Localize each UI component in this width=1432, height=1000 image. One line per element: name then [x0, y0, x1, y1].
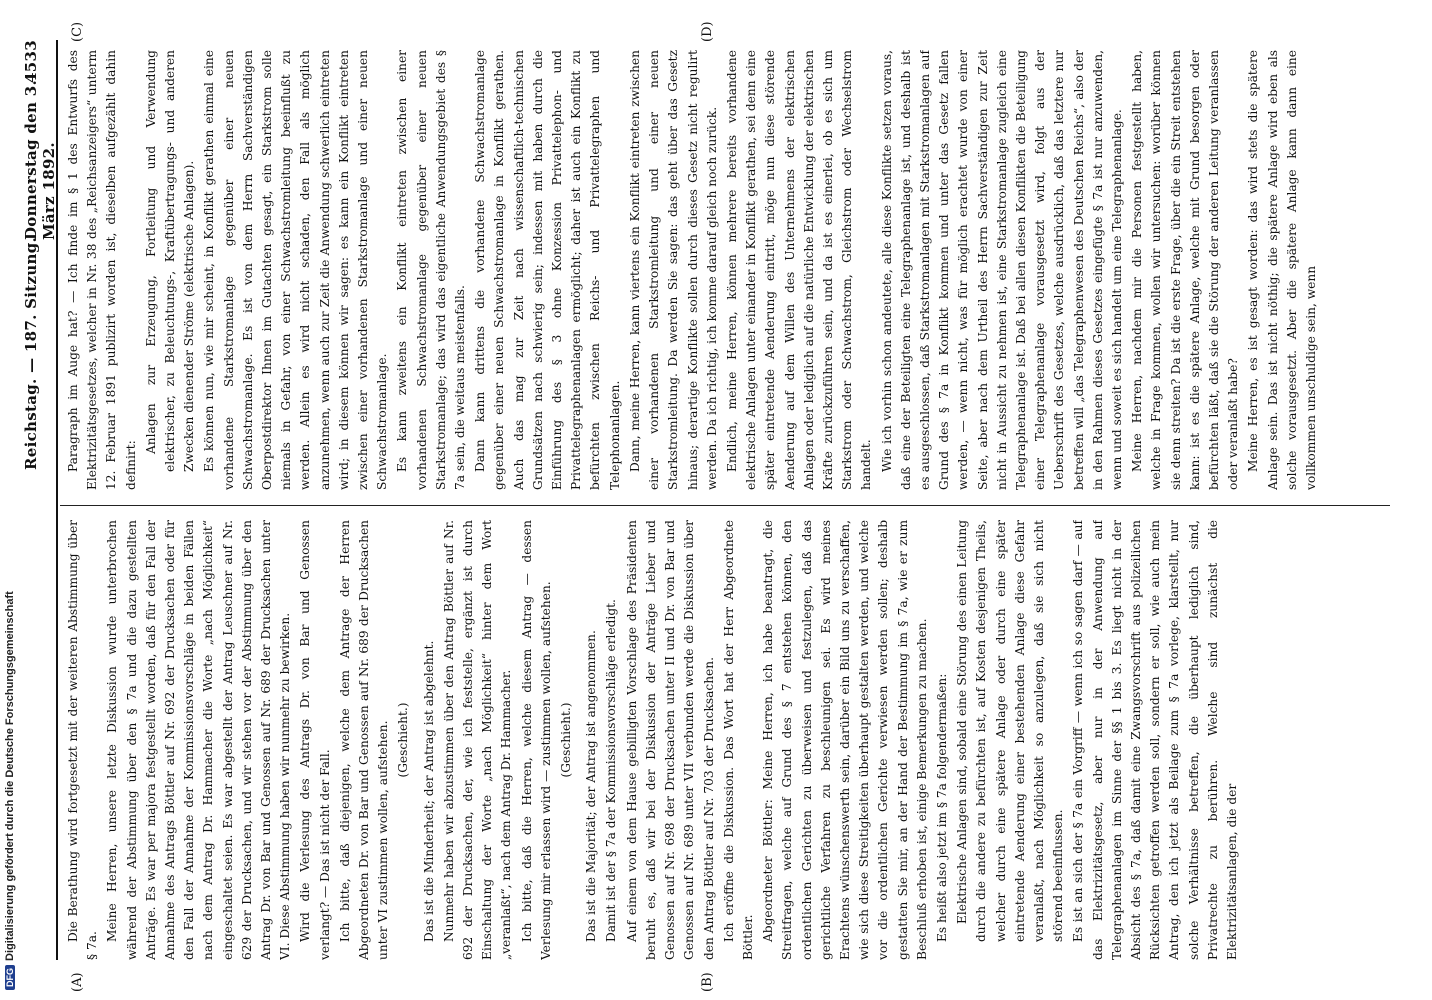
- left-quoted-provision: Elektrische Anlagen sind, sobald eine Störung des einen Leitung durch die andere zu befürchten ist, auf Kosten desjenigen Theils, welcher durch eine spätere Anlage oder durch eine später eintretende Aenderung einer bestehenden Anlage diese Gefahr veranlaßt, nach Möglichkeit so anzulegen, daß sie sich nicht störend beeinflussen.: [955, 520, 1066, 942]
- right-paragraph-9: Meine Herren, nachdem mir die Personen festgestellt haben, welche in Frage kommen, wollen wir untersuchen: worüber können sie denn streiten? Da ist die erste Frage, über die ein Streit entstehen kann: ist es die spätere Anlage, welche mit Grund besorgen oder befürchten läßt, daß sie die Störung der anderen Leitung veranlassen oder veranlaßt habe?: [1130, 50, 1241, 490]
- header-rule: [56, 40, 58, 960]
- left-paragraph-1: Die Berathung wird fortgesetzt mit der weiteren Abstimmung über § 7a.: [66, 520, 100, 960]
- right-paragraph-1: Paragraph im Auge hat? — Ich finde im § 1 des Entwurfs des Elektrizitätsgesetzes, welcher in Nr. 38 des „Reichsanzeigers“ unterm 12. Februar 1891 publizirt worden ist, dieselben aufgezählt dahin definirt:: [66, 50, 138, 490]
- margin-marker-d: (D): [700, 21, 715, 42]
- right-paragraph-4: Es kann zweitens ein Konflikt eintreten zwischen einer vorhandenen Schwachstromanlage gegenüber einer neuen Starkstromanlage; das wird das eigentliche Anwendungsgebiet des § 7a sein, die weitaus meistenfalls.: [395, 50, 468, 490]
- left-paragraph-2: Meine Herren, unsere letzte Diskussion wurde unterbrochen während der Abstimmung über den § 7a und die dazu gestellten Anträge. Es war per majora festgestellt worden, daß für den Fall der Annahme des Antrags Böttler auf Nr. 692 der Drucksachen oder für den Fall der Annahme der Kommissionsvorschläge in beiden Fällen nach dem Antrag Dr. Hammacher die Worte „nach Möglichkeit“ eingeschaltet seien. Es war abgestellt der Antrag Leuschner auf Nr. 629 der Drucksachen, und wir stehen vor der Abstimmung über den Antrag Dr. von Bar und Genossen auf Nr. 689 der Drucksachen unter VI. Diese Abstimmung haben wir nunmehr zu bewirken.: [105, 520, 293, 960]
- page-number: 4533: [22, 40, 40, 83]
- left-paragraph-10: Das ist die Majorität; der Antrag ist angenommen.: [584, 630, 599, 942]
- right-paragraph-6: Dann, meine Herren, kann viertens ein Konflikt eintreten zwischen einer vorhandenen Starkstromleitung und einer neuen Starkstromleitung. Da werden Sie sagen: das geht über das Gesetz hinaus; derartige Konflikte sollen durch dieses Gesetz nicht regulirt werden. Da ich richtig, ich komme darauf gleich noch zurück.: [627, 50, 719, 490]
- right-paragraph-5: Dann kann drittens die vorhandene Schwachstromanlage gegenüber einer neuen Schwachstromanlage in Konflikt gerathen. Auch das mag zur Zeit nach wissenschaftlich-technischen Grundsätzen nach schwierig sein; indessen mit haben durch die Einführung des § 3 ohne Konzession Privattelephon- und Privattelegraphenanlagen ermöglicht; daher ist auch ein Konflikt zu befürchten zwischen Reichs- und Privattelegraphen und Telephonanlagen.: [473, 50, 622, 490]
- right-quoted-definition: Anlagen zur Erzeugung, Fortleitung und Verwendung elektrischer, zu Beleuchtungs-, Kraftübertragungs- und anderen Zwecken dienender Ströme (elektrische Anlagen).: [143, 50, 197, 472]
- header-session: Reichstag. — 187. Sitzung.: [22, 236, 40, 470]
- right-paragraph-3: Es können nun, wie mir scheint, in Konflikt gerathen einmal eine vorhandene Starkstromanlage gegenüber einer neuen Schwachstromanlage. Es ist von dem Herrn Sachverständigen Oberpostdirektor Ihnen im Gutachten gesagt, ein Starkstrom solle niemals in Gefahr, von einer Schwachstromleitung beeinflußt zu werden. Allein es wird nicht schaden, den Fall als möglich anzunehmen, wenn auch zur Zeit die Anwendung schwerlich eintreten wird; in diesem können wir sagen: es kann ein Konflikt eintreten zwischen einer vorhandenen Starkstromanlage und einer neuen Schwachstromanlage.: [202, 50, 390, 490]
- margin-marker-a: (A): [70, 972, 85, 992]
- left-paragraph-6: Das ist die Minderheit; der Antrag ist abgelehnt.: [421, 640, 436, 942]
- left-paragraph-13: Ich eröffne die Diskussion. Das Wort hat der Herr Abgeordnete Böttler.: [721, 520, 755, 960]
- right-column: [64, 50, 1382, 490]
- digitization-credit: [0, 0, 20, 1000]
- left-paragraph-11: Damit ist der § 7a der Kommissionsvorschläge erledigt.: [604, 599, 619, 942]
- left-paragraph-4: Ich bitte, daß diejenigen, welche dem Antrage der Herren Abgeordneten Dr. von Bar und Genossen auf Nr. 689 der Drucksachen unter VI zustimmen wollen, aufstehen.: [337, 520, 391, 960]
- left-paragraph-12: Auf einem von dem Hause gebilligten Vorschlage des Präsidenten beruht es, daß wir bei der Diskussion der Anträge Lieber und Genossen auf Nr. 698 der Drucksachen unter II und Dr. von Bar und Genossen auf Nr. 689 unter VII verbunden werde die Diskussion über den Antrag Böttler auf Nr. 703 der Drucksachen.: [624, 520, 716, 960]
- left-paragraph-7: Nunmehr haben wir abzustimmen über den Antrag Böttler auf Nr. 692 der Drucksachen, der, wie ich feststelle, ergänzt ist durch Einschaltung der Worte „nach Möglichkeit“ hinter dem Wort „veranlaßt“, nach dem Antrag Dr. Hammacher.: [441, 520, 514, 960]
- dfg-logo-icon: DFG: [5, 965, 15, 990]
- right-paragraph-8: Wie ich vorhin schon andeutete, alle diese Konflikte setzen voraus, daß eine der Beteiligten eine Telegraphenanlage ist, und deshalb ist es ausgeschlossen, daß Starkstromanlagen mit Starkstromanlagen auf Grund des § 7a in Konflikt kommen und unter das Gesetz fallen werden, — wenn nicht, was für möglich erachtet wurde von einer Seite, aber nach dem Urtheil des Herrn Sachverständigen zur Zeit nicht in Aussicht zu nehmen ist, eine Starkstromanlage zugleich eine Telegraphenanlage ist. Daß bei allen diesen Konflikten die Beteiligung einer Telegraphenanlage vorausgesetzt wird, folgt aus der Ueberschrift des Gesetzes, welche ausdrücklich, daß das letztere nur betreffen will „das Telegraphenwesen des Deutschen Reichs“, also der in den Rahmen dieses Gesetzes eingefügte § 7a ist nur anzuwenden, wenn und soweit es sich handelt um eine Telegraphenanlage.: [879, 50, 1124, 490]
- margin-marker-c: (C): [70, 21, 85, 42]
- right-paragraph-10: Meine Herren, es ist gesagt worden: das wird stets die spätere Anlage sein. Das ist nicht nöthig; die spätere Anlage wird eben als solche vorausgesetzt. Aber die spätere Anlage kann dann eine vollkommen unschuldige sein, wenn: [1246, 50, 1318, 490]
- column-divider: [60, 505, 1390, 506]
- header-date: Donnerstag den 3. März 1892.: [22, 80, 58, 240]
- left-column: [64, 520, 1382, 960]
- left-paragraph-8: Ich bitte, daß die Herren, welche diesem Antrag — dessen Verlesung mir erlassen wird — zustimmen wollen, aufstehen.: [519, 520, 553, 960]
- left-paragraph-14: Abgeordneter Böttler: Meine Herren, ich habe beantragt, die Streitfragen, welche auf Grund des § 7 entstehen können, den ordentlichen Gerichten zu überweisen und festzulegen, daß das gerichtliche Verfahren zu beschleunigen sei. Es wird meines Erachtens wünschenswerth sein, darüber ein Bild uns zu verschaffen, wie sich diese Streitigkeiten überhaupt gestalten werden, und welche vor die ordentlichen Gerichte verwiesen werden sollen; deshalb gestatten Sie mir, an der Hand der Bestimmung im § 7a, wie er zum Beschluß erhoben ist, einige Bemerkungen zu machen.: [761, 520, 929, 960]
- left-stage-direction-1: (Geschieht.): [396, 702, 411, 778]
- credit-text: Digitalisierung gefördert durch die Deutsche Forschungsgemeinschaft: [4, 591, 16, 961]
- left-paragraph-17: Es ist an sich der § 7a ein Vorgriff — wenn ich so sagen darf — auf das Elektrizitätsgesetz, aber nur in der Anwendung auf Telegraphenanlagen im Sinne der §§ 1 bis 3. Es liegt nicht in der Absicht des § 7a, daß damit eine Zwangsvorschrift aus polizeilichen Rücksichten getroffen werden soll, sondern er soll, wie auch mein Antrag, den ich jetzt als Beilage zum § 7a vorlege, klarstellt, nur solche Verhältnisse betreffen, die überhaupt lediglich sind, Privatrechte zu berühren. Welche sind zunächst die Elektrizitätsanlagen, die der: [1071, 520, 1239, 960]
- right-paragraph-7: Endlich, meine Herren, können mehrere bereits vorhandene elektrische Anlagen unter einander in Konflikt gerathen, sei denn eine später eintretende Aenderung eintritt, möge nun diese störende Aenderung auf dem Willen des Unternehmens der elektrischen Anlagen oder lediglich auf die natürliche Entwicklung der elektrischen Kräfte zurückzuführen sein, und da ist es einerlei, ob es sich um Starkstrom oder Schwachstrom, Gleichstrom oder Wechselstrom handelt.: [724, 50, 874, 490]
- left-paragraph-3: Wird die Verlesung des Antrags Dr. von Bar und Genossen verlangt? — Das ist nicht der Fall.: [298, 520, 332, 960]
- margin-marker-b: (B): [700, 972, 715, 992]
- left-stage-direction-2: (Geschieht.): [559, 702, 574, 778]
- left-paragraph-15: Es heißt also jetzt im § 7a folgendermaßen:: [934, 673, 949, 942]
